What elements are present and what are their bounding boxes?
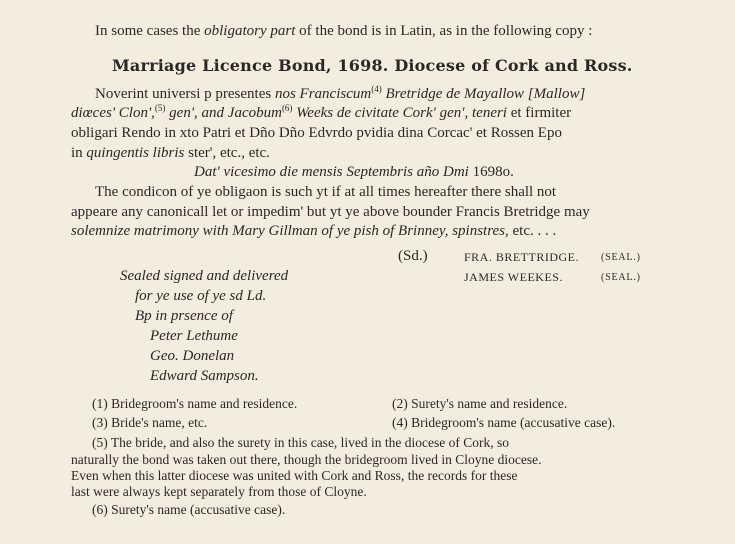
witness-line-5: Geo. Donelan: [150, 348, 235, 364]
date-year: 1698o.: [468, 164, 514, 180]
intro-emphasis: obligatory part: [204, 23, 296, 39]
footnote-4: (4) Bridegroom's name (accusative case).: [392, 415, 616, 430]
witness-line-6: Edward Sampson.: [150, 368, 259, 384]
latin-line-4: [71, 144, 270, 162]
note-ref: (6): [281, 103, 293, 113]
sd-label: (Sd.): [398, 248, 428, 264]
witness-line-4: Peter Lethume: [150, 328, 238, 344]
latin-line-3: obligari Rendo in xto Patri et Dño Dño Edvrdo pvidia dina Corcac' et Rossen Epo: [71, 125, 562, 141]
footnote-5-line-2: naturally the bond was taken out there, though the bridegroom lived in Cloyne diocese.: [71, 452, 542, 467]
latin-text: Noverint universi p presentes: [95, 86, 275, 102]
footnote-5-line-1: (5) The bride, and also the surety in this case, lived in the diocese of Cork, so: [92, 435, 510, 450]
intro-text: In some cases the: [95, 23, 205, 39]
latin-text: in: [71, 145, 87, 161]
witness-line-3: Bp in prsence of: [135, 308, 233, 324]
latin-italic: Bretridge de Mayallow [Mallow]: [381, 86, 586, 102]
latin-line-1: [95, 85, 585, 103]
latin-line-5: [194, 163, 514, 181]
footnote-1: (1) Bridegroom's name and residence.: [92, 396, 298, 411]
signature-name-2: JAMES WEEKES.: [464, 270, 563, 284]
footnote-5-line-3: Even when this latter diocese was united with Cork and Ross, the records for these: [71, 468, 518, 483]
english-line-1: The condicon of ye obligaon is such yt if at all times hereafter there shall not: [95, 184, 557, 200]
footnote-3: (3) Bride's name, etc.: [92, 415, 208, 430]
bond-heading: Marriage Licence Bond, 1698. Diocese of Cork and Ross.: [112, 56, 633, 75]
seal-mark-2: (SEAL.): [601, 272, 641, 283]
latin-text: et firmiter: [506, 105, 572, 121]
english-line-2: appeare any canonicall let or impedim' but yt ye above bounder Francis Bretridge may: [71, 204, 590, 220]
witness-line-2: for ye use of ye sd Ld.: [135, 288, 267, 304]
latin-italic: gen', and Jacobum: [165, 105, 282, 121]
footnote-2: (2) Surety's name and residence.: [392, 396, 568, 411]
latin-italic: nos Franciscum: [274, 86, 372, 102]
english-line-3: [71, 222, 556, 240]
witness-line-1: Sealed signed and delivered: [120, 268, 289, 284]
latin-text: ster', etc., etc.: [184, 145, 270, 161]
latin-italic: diœces' Clon',: [71, 105, 155, 121]
signature-name-1: FRA. BRETTRIDGE.: [464, 250, 580, 264]
intro-text-end: of the bond is in Latin, as in the following copy :: [295, 23, 593, 39]
note-ref: (4): [371, 84, 382, 94]
latin-italic: Weeks de civitate Cork' gen', teneri: [292, 105, 507, 121]
latin-line-2: [71, 104, 571, 122]
latin-italic: quingentis libris: [86, 145, 185, 161]
footnote-6: (6) Surety's name (accusative case).: [92, 502, 286, 517]
date-italic: Dat' vicesimo die mensis Septembris año Dmi: [194, 164, 469, 180]
seal-mark-1: (SEAL.): [601, 252, 641, 263]
intro-line: [95, 22, 592, 40]
footnote-5-line-4: last were always kept separately from those of Cloyne.: [71, 484, 367, 499]
english-italic: solemnize matrimony with Mary Gillman of ye pish of Brinney, spinstres,: [71, 223, 509, 239]
note-ref: (5): [154, 103, 166, 113]
english-text: etc. . . .: [508, 223, 557, 239]
